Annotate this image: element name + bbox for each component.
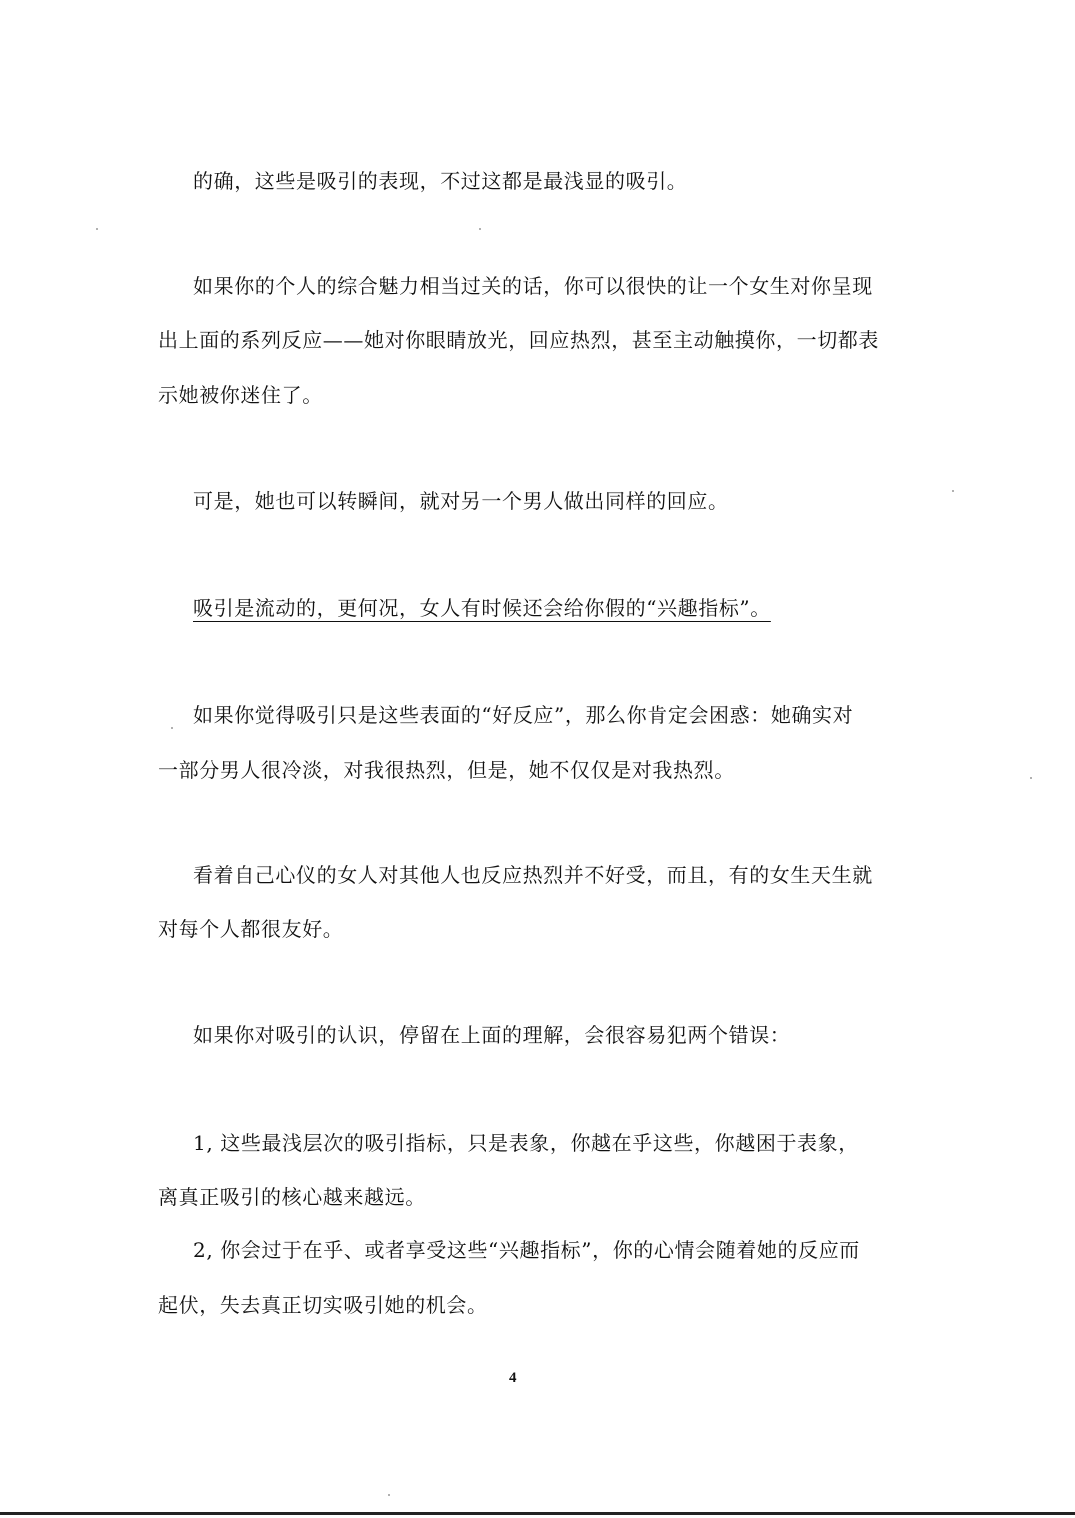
scan-bottom-edge <box>0 1512 1075 1515</box>
underlined-statement: 吸引是流动的，更何况，女人有时候还会给你假的“兴趣指标”。 <box>193 596 771 620</box>
scan-speck <box>171 727 173 729</box>
scan-speck <box>1030 777 1032 779</box>
list-item-2-line-1: 2, 你会过于在乎、或者享受这些“兴趣指标”，你的心情会随着她的反应而 <box>193 1238 860 1262</box>
scan-speck <box>479 228 481 230</box>
scan-speck <box>388 1494 390 1496</box>
paragraph-1-line-1: 的确，这些是吸引的表现，不过这都是最浅显的吸引。 <box>193 169 688 193</box>
page-number: 4 <box>509 1370 517 1386</box>
paragraph-5-line-1: 如果你觉得吸引只是这些表面的“好反应”，那么你肯定会困惑：她确实对 <box>193 703 854 727</box>
list-item-1-line-1: 1, 这些最浅层次的吸引指标，只是表象，你越在乎这些，你越困于表象， <box>193 1131 859 1155</box>
list-item-2-line-2: 起伏，失去真正切实吸引她的机会。 <box>158 1293 488 1317</box>
paragraph-6-line-1: 看着自己心仪的女人对其他人也反应热烈并不好受，而且，有的女生天生就 <box>193 863 873 887</box>
paragraph-3-line-1: 可是，她也可以转瞬间，就对另一个男人做出同样的回应。 <box>193 489 729 513</box>
paragraph-2-line-2: 出上面的系列反应——她对你眼睛放光，回应热烈，甚至主动触摸你，一切都表 <box>158 328 879 352</box>
paragraph-6-line-2: 对每个人都很友好。 <box>158 917 344 941</box>
paragraph-2-line-1: 如果你的个人的综合魅力相当过关的话，你可以很快的让一个女生对你呈现 <box>193 274 873 298</box>
scan-speck <box>96 228 98 230</box>
paragraph-5-line-2: 一部分男人很冷淡，对我很热烈，但是，她不仅仅是对我热烈。 <box>158 758 735 782</box>
paragraph-7-line-1: 如果你对吸引的认识，停留在上面的理解，会很容易犯两个错误： <box>193 1023 791 1047</box>
paragraph-2-line-3: 示她被你迷住了。 <box>158 383 323 407</box>
list-item-1-line-2: 离真正吸引的核心越来越远。 <box>158 1185 426 1209</box>
scan-speck <box>952 490 954 492</box>
